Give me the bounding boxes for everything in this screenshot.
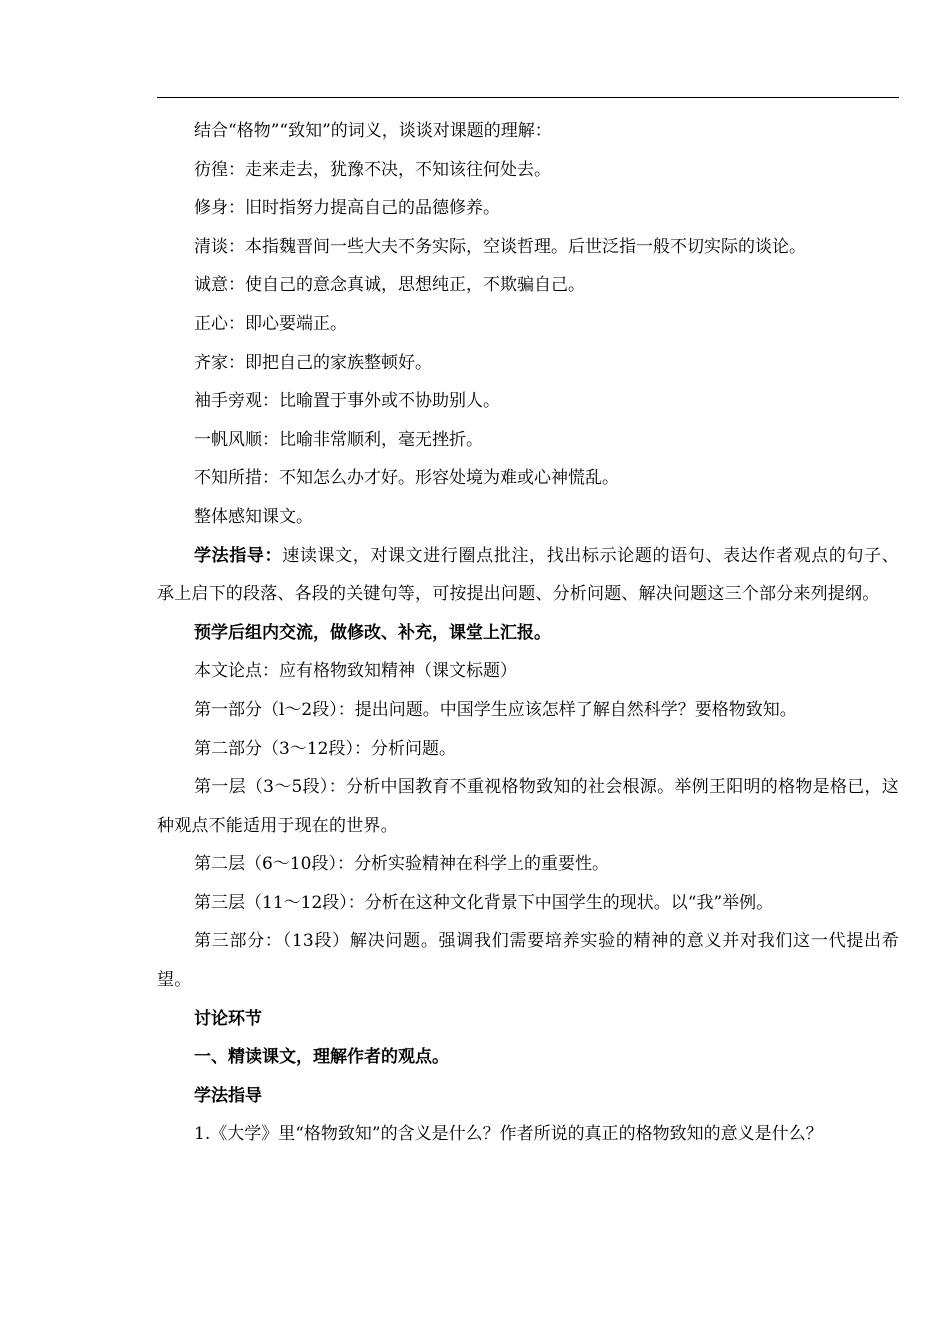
bold-heading: 学法指导 (194, 1085, 262, 1106)
paragraph: 第二层（6～10段）：分析实验精神在科学上的重要性。 (194, 854, 609, 875)
bold-heading: 讨论环节 (194, 1008, 262, 1029)
paragraph: 彷徨：走来走去，犹豫不决，不知该往何处去。 (194, 159, 551, 180)
paragraph: 整体感知课文。 (194, 506, 313, 527)
paragraph: 结合“格物”“致知”的词义，谈谈对课题的理解： (194, 121, 552, 141)
paragraph: 正心：即心要端正。 (194, 313, 347, 334)
paragraph: 一帆风顺：比喻非常顺利，毫无挫折。 (194, 429, 483, 450)
paragraph-text: 速读课文，对课文进行圈点批注，找出标示论题的语句、表达作者观点的句子、承上启下的段落、各段的关键句等，可按提出问题、分析问题、解决问题这三个部分来列提纲。 (157, 545, 900, 605)
paragraph: 本文论点：应有格物致知精神（课文标题） (194, 661, 517, 682)
bold-heading: 一、精读课文，理解作者的观点。 (194, 1047, 449, 1068)
paragraph: 齐家：即把自己的家族整顿好。 (194, 352, 432, 373)
header-rule (157, 97, 899, 98)
paragraph: 诚意：使自己的意念真诚，思想纯正，不欺骗自己。 (194, 275, 585, 296)
paragraph: 1.《大学》里“格物致知”的含义是什么？作者所说的真正的格物致知的意义是什么？ (194, 1124, 823, 1145)
paragraph: 第一部分（l～2段）：提出问题。中国学生应该怎样了解自然科学？要格物致知。 (194, 699, 797, 720)
paragraph: 第一层（3～5段）：分析中国教育不重视格物致知的社会根源。举例王阳明的格物是格已，这种观点不能适用于现在的世界。 (157, 777, 899, 836)
paragraph-study-guide (157, 537, 899, 614)
paragraph: 袖手旁观：比喻置于事外或不协助别人。 (194, 391, 500, 412)
paragraph: 不知所措：不知怎么办才好。形容处境为难或心神慌乱。 (194, 468, 619, 489)
document-body (157, 112, 899, 1154)
paragraph: 清谈：本指魏晋间一些大夫不务实际，空谈哲理。后世泛指一般不切实际的谈论。 (194, 236, 806, 257)
paragraph: 第二部分（3～12段）：分析问题。 (194, 738, 456, 759)
paragraph: 修身：旧时指努力提高自己的品德修养。 (194, 198, 500, 219)
bold-lead: 学法指导： (194, 545, 283, 566)
paragraph: 第三部分：（13段）解决问题。强调我们需要培养实验的精神的意义并对我们这一代提出希望。 (157, 931, 899, 991)
bold-heading: 预学后组内交流，做修改、补充，课堂上汇报。 (194, 622, 551, 643)
paragraph: 第三层（11～12段）：分析在这种文化背景下中国学生的现状。以“我”举例。 (194, 892, 774, 913)
